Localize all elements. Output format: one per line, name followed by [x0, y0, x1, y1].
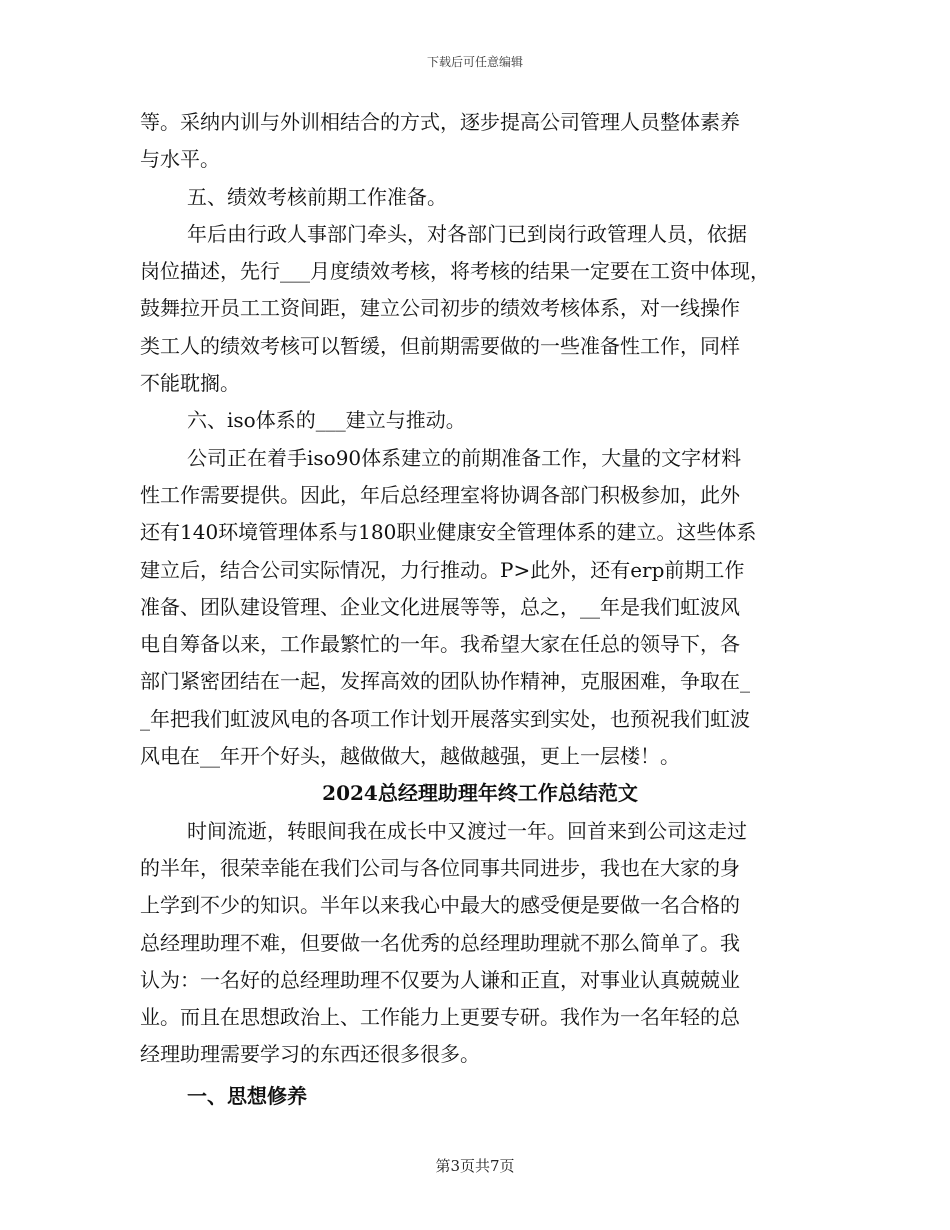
subsection-heading: 一、思想修养 [187, 1083, 307, 1108]
document-title: 2024总经理助理年终工作总结范文 [322, 781, 638, 806]
text-line: 准备、团队建设管理、企业文化进展等等，总之，__年是我们虹波风 [140, 594, 740, 619]
text-line: 鼓舞拉开员工工资间距，建立公司初步的绩效考核体系，对一线操作 [140, 296, 740, 321]
text-line: 总经理助理不难，但要做一名优秀的总经理助理就不那么简单了。我 [140, 930, 740, 955]
text-line: 与水平。 [140, 147, 220, 172]
text-line: 建立后，结合公司实际情况，力行推动。P>此外，还有erp前期工作 [140, 557, 745, 582]
text-line: 性工作需要提供。因此，年后总经理室将协调各部门积极参加，此外 [140, 482, 740, 507]
page-footer: 第3页共7页 [435, 1157, 515, 1175]
text-line: 类工人的绩效考核可以暂缓，但前期需要做的一些准备性工作，同样 [140, 333, 740, 358]
text-line: 岗位描述，先行___月度绩效考核，将考核的结果一定要在工资中体现， [140, 259, 770, 284]
page-header: 下载后可任意编辑 [426, 55, 523, 69]
section-heading: 五、绩效考核前期工作准备。 [187, 184, 447, 209]
text-line: 业。而且在思想政治上、工作能力上更要专研。我作为一名年轻的总 [140, 1005, 740, 1030]
text-line: 不能耽搁。 [140, 371, 240, 396]
text-line: 部门紧密团结在一起，发挥高效的团队协作精神，克服困难，争取在_ [140, 669, 750, 694]
text-line: 等。采纳内训与外训相结合的方式，逐步提高公司管理人员整体素养 [140, 110, 740, 134]
text-line: 还有140环境管理体系与180职业健康安全管理体系的建立。这些体系 [140, 520, 757, 545]
body-text [140, 104, 820, 1115]
text-line: 的半年，很荣幸能在我们公司与各位同事共同进步，我也在大家的身 [140, 855, 740, 880]
text-line: _年把我们虹波风电的各项工作计划开展落实到实处，也预祝我们虹波 [140, 706, 750, 731]
text-line: 上学到不少的知识。半年以来我心中最大的感受便是要做一名合格的 [140, 893, 740, 918]
text-line: 时间流逝，转眼间我在成长中又渡过一年。回首来到公司这走过 [187, 818, 747, 843]
text-line: 年后由行政人事部门牵头，对各部门已到岗行政管理人员，依据 [187, 221, 747, 246]
text-line: 认为：一名好的总经理助理不仅要为人谦和正直，对事业认真兢兢业 [140, 967, 740, 992]
text-line: 经理助理需要学习的东西还很多很多。 [140, 1042, 480, 1067]
text-line: 风电在__年开个好头，越做做大，越做越强，更上一层楼！。 [140, 744, 680, 769]
text-line: 电自筹备以来，工作最繁忙的一年。我希望大家在任总的领导下，各 [140, 632, 740, 657]
section-heading: 六、iso体系的___建立与推动。 [187, 408, 466, 433]
text-line: 公司正在着手iso90体系建立的前期准备工作，大量的文字材料 [187, 445, 742, 470]
